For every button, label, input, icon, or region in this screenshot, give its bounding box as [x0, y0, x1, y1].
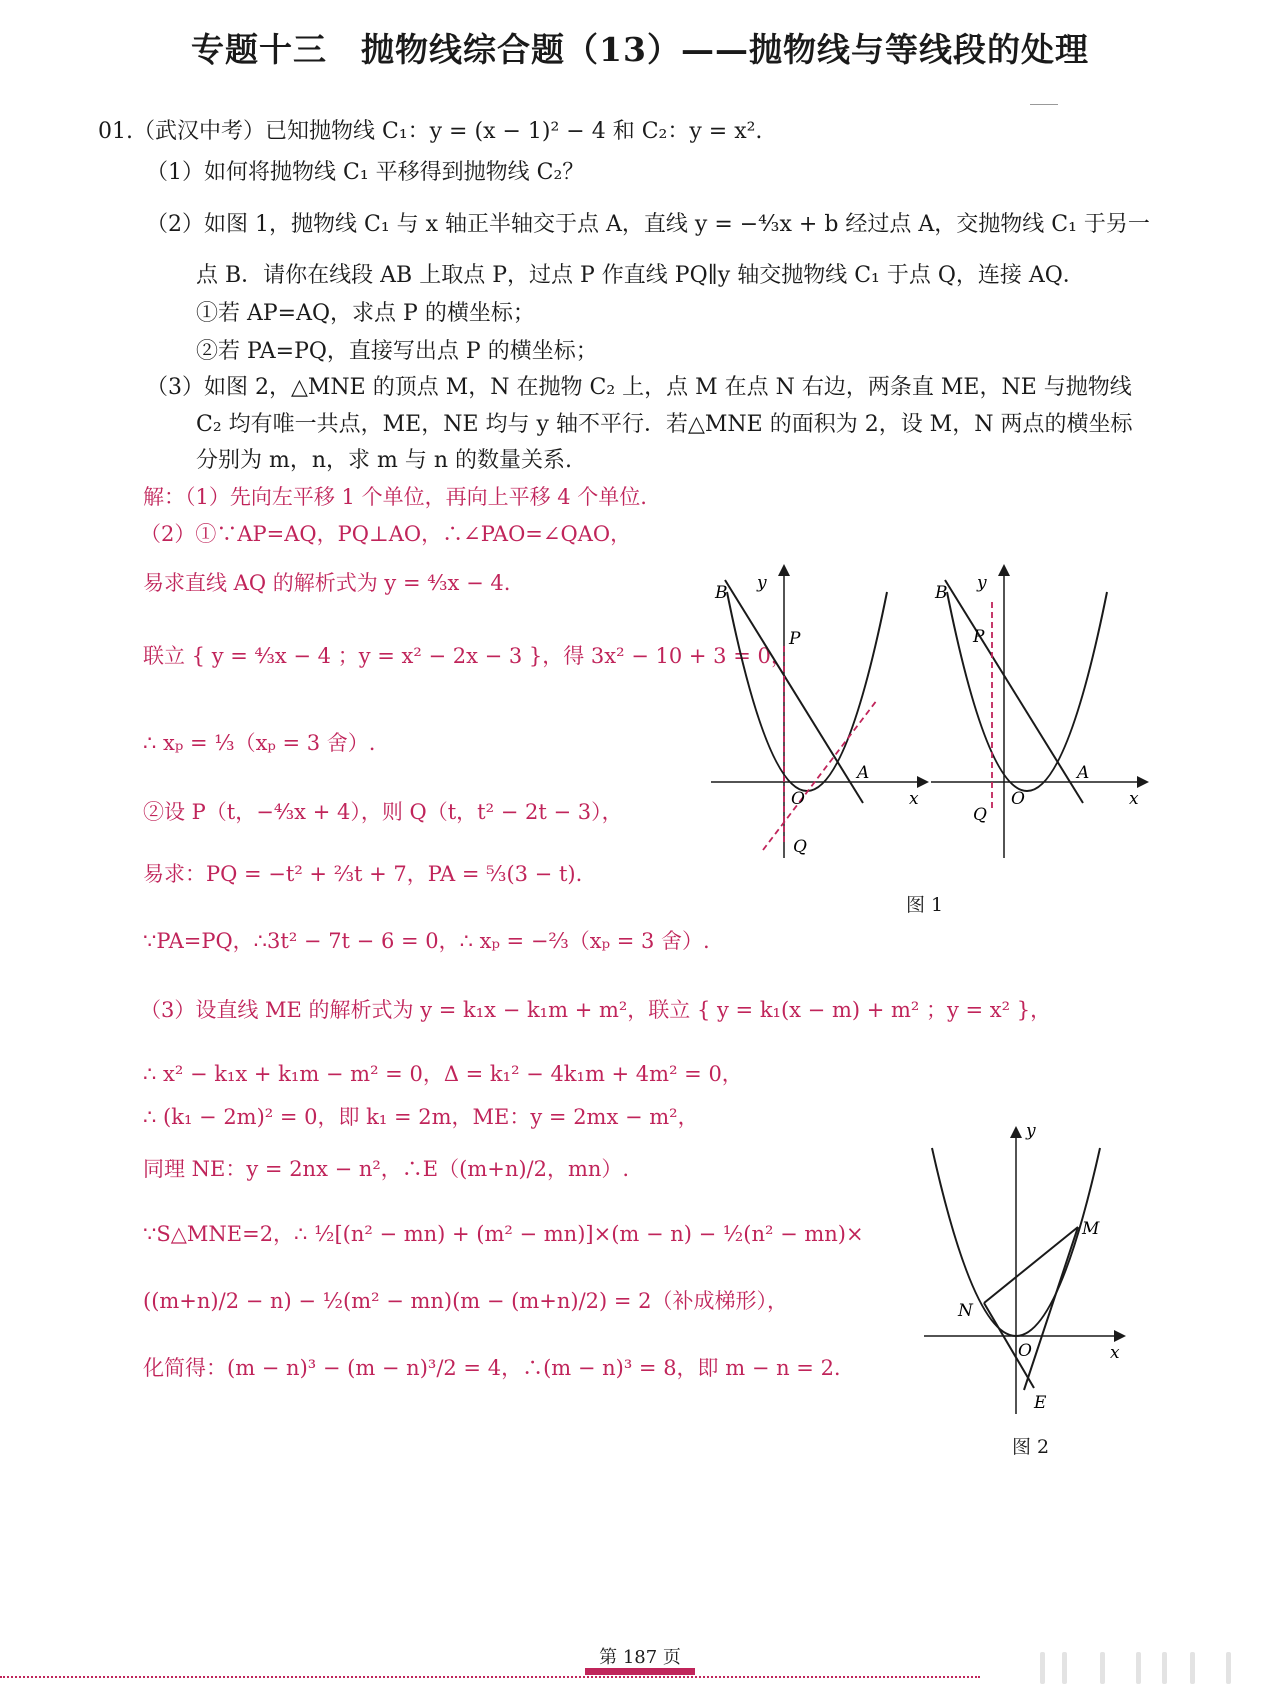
solution-line: 易求直线 AQ 的解析式为 y = ⁴⁄₃x − 4.	[143, 571, 511, 595]
label-o: O	[791, 789, 805, 809]
solution-line: （3）设直线 ME 的解析式为 y = k₁x − k₁m + m²，联立 { y = k₁(x − m) + m² ；y = x² }，	[140, 998, 1052, 1022]
label-o: O	[1011, 789, 1025, 809]
label-p: P	[973, 627, 985, 647]
figure1-graphs	[705, 560, 1185, 860]
figure1-caption: 图 1	[906, 894, 944, 916]
solution-line: ∵S△MNE=2，∴ ½[(n² − mn) + (m² − mn)]×(m − n) − ½(n² − mn)×	[143, 1222, 864, 1246]
solution-line: 联立 { y = ⁴⁄₃x − 4 ；y = x² − 2x − 3 }，得 3x² − 10 + 3 = 0，	[143, 644, 792, 668]
problem-part3-line1: （3）如图 2，△MNE 的顶点 M，N 在抛物 C₂ 上，点 M 在点 N 右边，两条直 ME，NE 与抛物线	[146, 375, 1132, 400]
label-a: A	[857, 763, 870, 783]
label-b: B	[715, 583, 728, 603]
page-title: 专题十三 抛物线综合题（13）——抛物线与等线段的处理	[191, 30, 1089, 69]
label-a: A	[1077, 763, 1090, 783]
problem-part2-line1: （2）如图 1，抛物线 C₁ 与 x 轴正半轴交于点 A，直线 y = −⁴⁄₃x + b 经过点 A，交抛物线 C₁ 于另一	[146, 212, 1150, 237]
line-ab	[945, 580, 1083, 803]
label-q: Q	[973, 805, 987, 825]
line-me	[1024, 1227, 1078, 1390]
label-o: O	[1018, 1341, 1032, 1361]
figure1-right-graph	[931, 570, 1143, 858]
page-number-bar	[585, 1668, 695, 1675]
line-ab	[725, 580, 863, 803]
solution-line: ∴ x² − k₁x + k₁m − m² = 0，Δ = k₁² − 4k₁m + 4m² = 0，	[143, 1062, 743, 1086]
label-y: y	[1026, 1121, 1036, 1141]
label-x: x	[1110, 1343, 1120, 1363]
label-e: E	[1034, 1393, 1047, 1413]
label-m: M	[1082, 1219, 1100, 1239]
solution-line: ∴ xₚ = ¹⁄₃（xₚ = 3 舍）.	[143, 731, 376, 755]
label-y: y	[977, 573, 987, 593]
label-y: y	[757, 573, 767, 593]
problem-intro: 01.（武汉中考）已知抛物线 C₁：y = (x − 1)² − 4 和 C₂：y = x².	[98, 119, 763, 144]
label-n: N	[958, 1301, 973, 1321]
solution-line: ∵PA=PQ，∴3t² − 7t − 6 = 0，∴ xₚ = −²⁄₃（xₚ = 3 舍）.	[143, 929, 710, 953]
problem-part1: （1）如何将抛物线 C₁ 平移得到抛物线 C₂？	[146, 160, 585, 185]
figure2-caption: 图 2	[1012, 1436, 1050, 1458]
solution-line: 解：（1）先向左平移 1 个单位，再向上平移 4 个单位.	[143, 485, 647, 509]
solution-line: ∴ (k₁ − 2m)² = 0，即 k₁ = 2m，ME：y = 2mx − m²，	[143, 1105, 699, 1129]
label-p: P	[789, 629, 801, 649]
divider	[1030, 104, 1058, 105]
problem-part2-line3: ①若 AP=AQ，求点 P 的横坐标；	[196, 301, 535, 326]
solution-line: ((m+n)/2 − n) − ½(m² − mn)(m − (m+n)/2) = 2（补成梯形），	[143, 1289, 789, 1313]
label-x: x	[1129, 789, 1139, 809]
problem-part2-line4: ②若 PA=PQ，直接写出点 P 的横坐标；	[196, 339, 598, 364]
label-b: B	[935, 583, 948, 603]
problem-part2-line2: 点 B．请你在线段 AB 上取点 P，过点 P 作直线 PQ∥y 轴交抛物线 C₁ 于点 Q，连接 AQ．	[196, 263, 1085, 288]
label-q: Q	[793, 837, 807, 857]
figure2-graph	[920, 1118, 1130, 1418]
problem-part3-line3: 分别为 m，n，求 m 与 n 的数量关系.	[196, 448, 573, 473]
footer-divider	[0, 1676, 980, 1678]
solution-line: 同理 NE：y = 2nx − n²，∴E（(m+n)/2，mn）.	[143, 1157, 630, 1181]
segment-mn	[984, 1227, 1078, 1303]
solution-line: 化简得：(m − n)³ − (m − n)³/2 = 4，∴(m − n)³ = 8，即 m − n = 2.	[143, 1356, 841, 1380]
solution-line: （2）①∵AP=AQ，PQ⊥AO，∴∠PAO=∠QAO，	[140, 522, 632, 546]
problem-part3-line2: C₂ 均有唯一共点，ME，NE 均与 y 轴不平行．若△MNE 的面积为 2，设 M，N 两点的横坐标	[196, 412, 1133, 437]
solution-line: ②设 P（t，−⁴⁄₃x + 4），则 Q（t，t² − 2t − 3），	[143, 800, 623, 824]
page-number: 第 187 页	[599, 1647, 681, 1668]
figure1-left-graph	[711, 570, 923, 858]
solution-line: 易求：PQ = −t² + ²⁄₃t + 7，PA = ⁵⁄₃(3 − t).	[143, 862, 583, 886]
label-x: x	[909, 789, 919, 809]
